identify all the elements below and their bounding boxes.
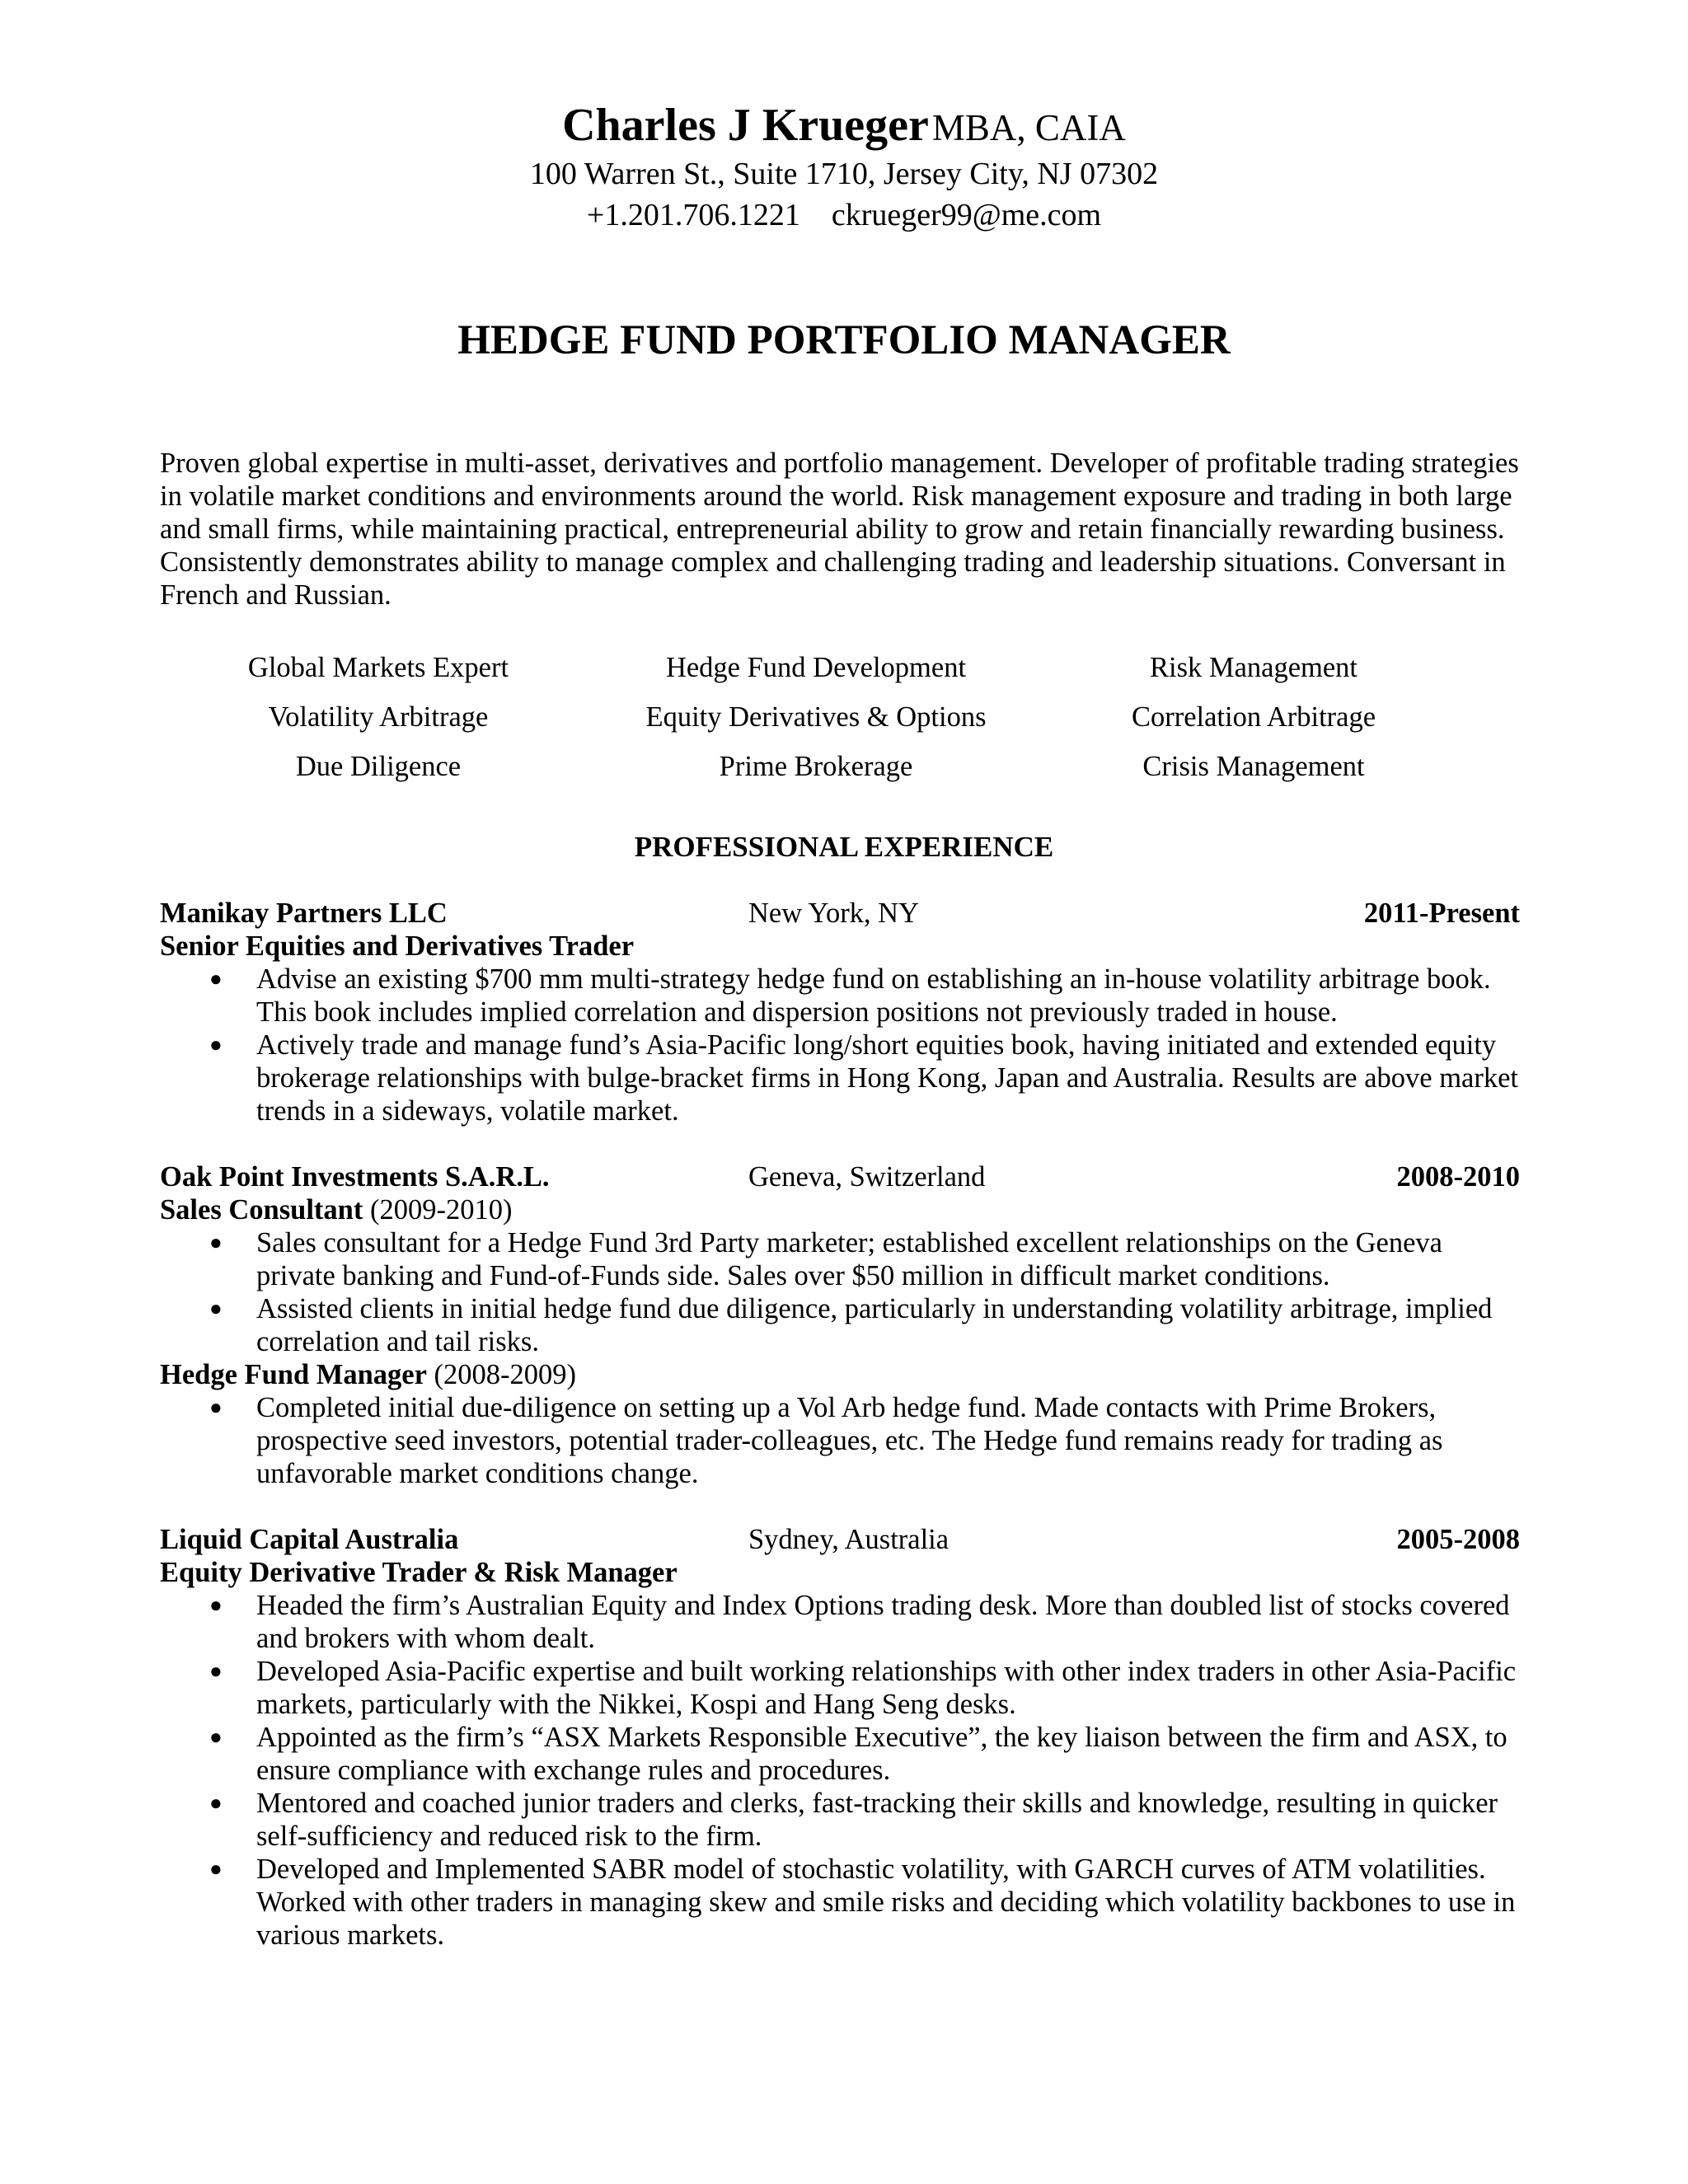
bullet-marker: ●: [209, 1296, 223, 1320]
skill-item: Global Markets Expert: [247, 652, 509, 683]
job-entry: [160, 1523, 1520, 1952]
bullet-item: [160, 1226, 1520, 1292]
bullet-list: [160, 1589, 1520, 1952]
role-title-line: [160, 1358, 1520, 1391]
bullet-text: Actively trade and manage fund’s Asia-Pacific long/short equities book, having initiated and extended equity brokerage relationships with bulge-bracket firms in Hong Kong, Japan and Australia. Results are above market trends in a sideways, volatile market.: [256, 1029, 1518, 1127]
bullet-text: Sales consultant for a Hedge Fund 3rd Party marketer; established excellent relationships on the Geneva private banking and Fund-of-Funds side. Sales over $50 million in difficult market conditions.: [256, 1227, 1442, 1291]
bullet-text: Assisted clients in initial hedge fund due diligence, particularly in understanding volatility arbitrage, implied correlation and tail risks.: [256, 1293, 1493, 1357]
job-entry: [160, 1160, 1520, 1490]
email-address: ckrueger99@me.com: [831, 198, 1102, 232]
bullet-text: Developed Asia-Pacific expertise and built working relationships with other index traders in other Asia-Pacific markets, particularly with the Nikkei, Kospi and Hang Seng desks.: [256, 1656, 1517, 1720]
bullet-list: [160, 1391, 1520, 1490]
company-name: Manikay Partners LLC: [160, 898, 448, 929]
skill-item: Equity Derivatives & Options: [645, 701, 987, 733]
skill-item: Risk Management: [1150, 652, 1357, 683]
job-entry: [160, 897, 1520, 1127]
address: 100 Warren St., Suite 1710, Jersey City, NJ 07302: [529, 157, 1159, 191]
job-dates: 2008-2010: [1396, 1161, 1520, 1193]
job-location: Geneva, Switzerland: [748, 1161, 986, 1193]
phone-number: +1.201.706.1221: [586, 198, 800, 232]
contact-info: [0, 194, 1688, 236]
bullet-item: [160, 1391, 1520, 1490]
bullet-marker: ●: [209, 1791, 223, 1815]
bullet-marker: ●: [209, 1593, 223, 1617]
bullet-item: [160, 1721, 1520, 1787]
candidate-name: Charles J Krueger: [562, 100, 929, 151]
bullet-item: [160, 1589, 1520, 1655]
skill-item: Crisis Management: [1142, 751, 1365, 782]
bullet-marker: ●: [209, 1857, 223, 1881]
bullet-text: Advise an existing $700 mm multi-strategy hedge fund on establishing an in-house volatility arbitrage book. This book includes implied correlation and dispersion positions not previously traded in house.: [256, 963, 1491, 1028]
role-title: Senior Equities and Derivatives Trader: [160, 930, 635, 962]
bullet-item: [160, 1787, 1520, 1853]
job-dates: 2011-Present: [1363, 898, 1520, 929]
role-title-line: [160, 1193, 1520, 1226]
role-title: Sales Consultant: [160, 1194, 363, 1226]
skill-item: Volatility Arbitrage: [268, 701, 489, 733]
company-name: Liquid Capital Australia: [160, 1524, 459, 1555]
role-period: (2008-2009): [434, 1359, 577, 1390]
candidate-credentials: MBA, CAIA: [931, 107, 1126, 148]
role-title-line: [160, 1556, 1520, 1589]
experience-heading: PROFESSIONAL EXPERIENCE: [634, 831, 1054, 863]
role-title: Equity Derivative Trader & Risk Manager: [160, 1557, 678, 1588]
bullet-marker: ●: [209, 1230, 223, 1254]
bullet-text: Completed initial due-diligence on setting up a Vol Arb hedge fund. Made contacts with Prime Brokers, prospective seed investors, potential trader-colleagues, etc. The Hedge fund remains ready for trading as unfavorable market conditions change.: [256, 1392, 1443, 1489]
bullet-list: [160, 963, 1520, 1127]
bullet-text: Headed the firm’s Australian Equity and Index Options trading desk. More than doubled list of stocks covered and brokers with whom dealt.: [256, 1590, 1510, 1654]
professional-summary: Proven global expertise in multi-asset, derivatives and portfolio management. Developer of profitable trading strategies in volatile market conditions and environments around the world. Risk management exposure and trading in both large and small firms, while maintaining practical, entrepreneurial ability to grow and retain financially rewarding business. Consistently demonstrates ability to manage complex and challenging trading and leadership situations. Conversant in French and Russian.: [160, 448, 1519, 611]
name-line: [0, 97, 1688, 153]
bullet-list: [160, 1226, 1520, 1358]
bullet-item: [160, 1029, 1520, 1127]
role-title: Hedge Fund Manager: [160, 1359, 427, 1390]
bullet-text: Developed and Implemented SABR model of stochastic volatility, with GARCH curves of ATM volatilities. Worked with other traders in managing skew and smile risks and deciding which volatility backbones to use in various markets.: [256, 1854, 1516, 1951]
bullet-text: Mentored and coached junior traders and clerks, fast-tracking their skills and knowledge, resulting in quicker self-sufficiency and reduced risk to the firm.: [256, 1788, 1498, 1852]
job-header: [160, 1523, 1520, 1556]
bullet-text: Appointed as the firm’s “ASX Markets Responsible Executive”, the key liaison between the firm and ASX, to ensure compliance with exchange rules and procedures.: [256, 1722, 1507, 1786]
job-dates: 2005-2008: [1396, 1524, 1520, 1555]
skills-grid: [160, 643, 1512, 791]
role-title-line: [160, 930, 1520, 963]
job-title: HEDGE FUND PORTFOLIO MANAGER: [457, 317, 1231, 363]
skill-item: Due Diligence: [295, 751, 462, 782]
job-location: Sydney, Australia: [748, 1524, 950, 1555]
bullet-marker: ●: [209, 1659, 223, 1683]
bullet-item: [160, 1292, 1520, 1358]
resume-header: [0, 0, 1688, 236]
skill-item: Hedge Fund Development: [665, 652, 967, 683]
bullet-marker: ●: [209, 1395, 223, 1419]
bullet-marker: ●: [209, 967, 223, 991]
job-header: [160, 1160, 1520, 1193]
company-name: Oak Point Investments S.A.R.L.: [160, 1161, 550, 1193]
bullet-marker: ●: [209, 1033, 223, 1057]
skill-item: Correlation Arbitrage: [1131, 701, 1376, 733]
bullet-item: [160, 963, 1520, 1029]
bullet-item: [160, 1853, 1520, 1952]
bullet-item: [160, 1655, 1520, 1721]
bullet-marker: ●: [209, 1725, 223, 1749]
role-period: (2009-2010): [369, 1194, 513, 1226]
skill-item: Prime Brokerage: [719, 751, 913, 782]
job-location: New York, NY: [748, 898, 920, 929]
job-header: [160, 897, 1520, 930]
